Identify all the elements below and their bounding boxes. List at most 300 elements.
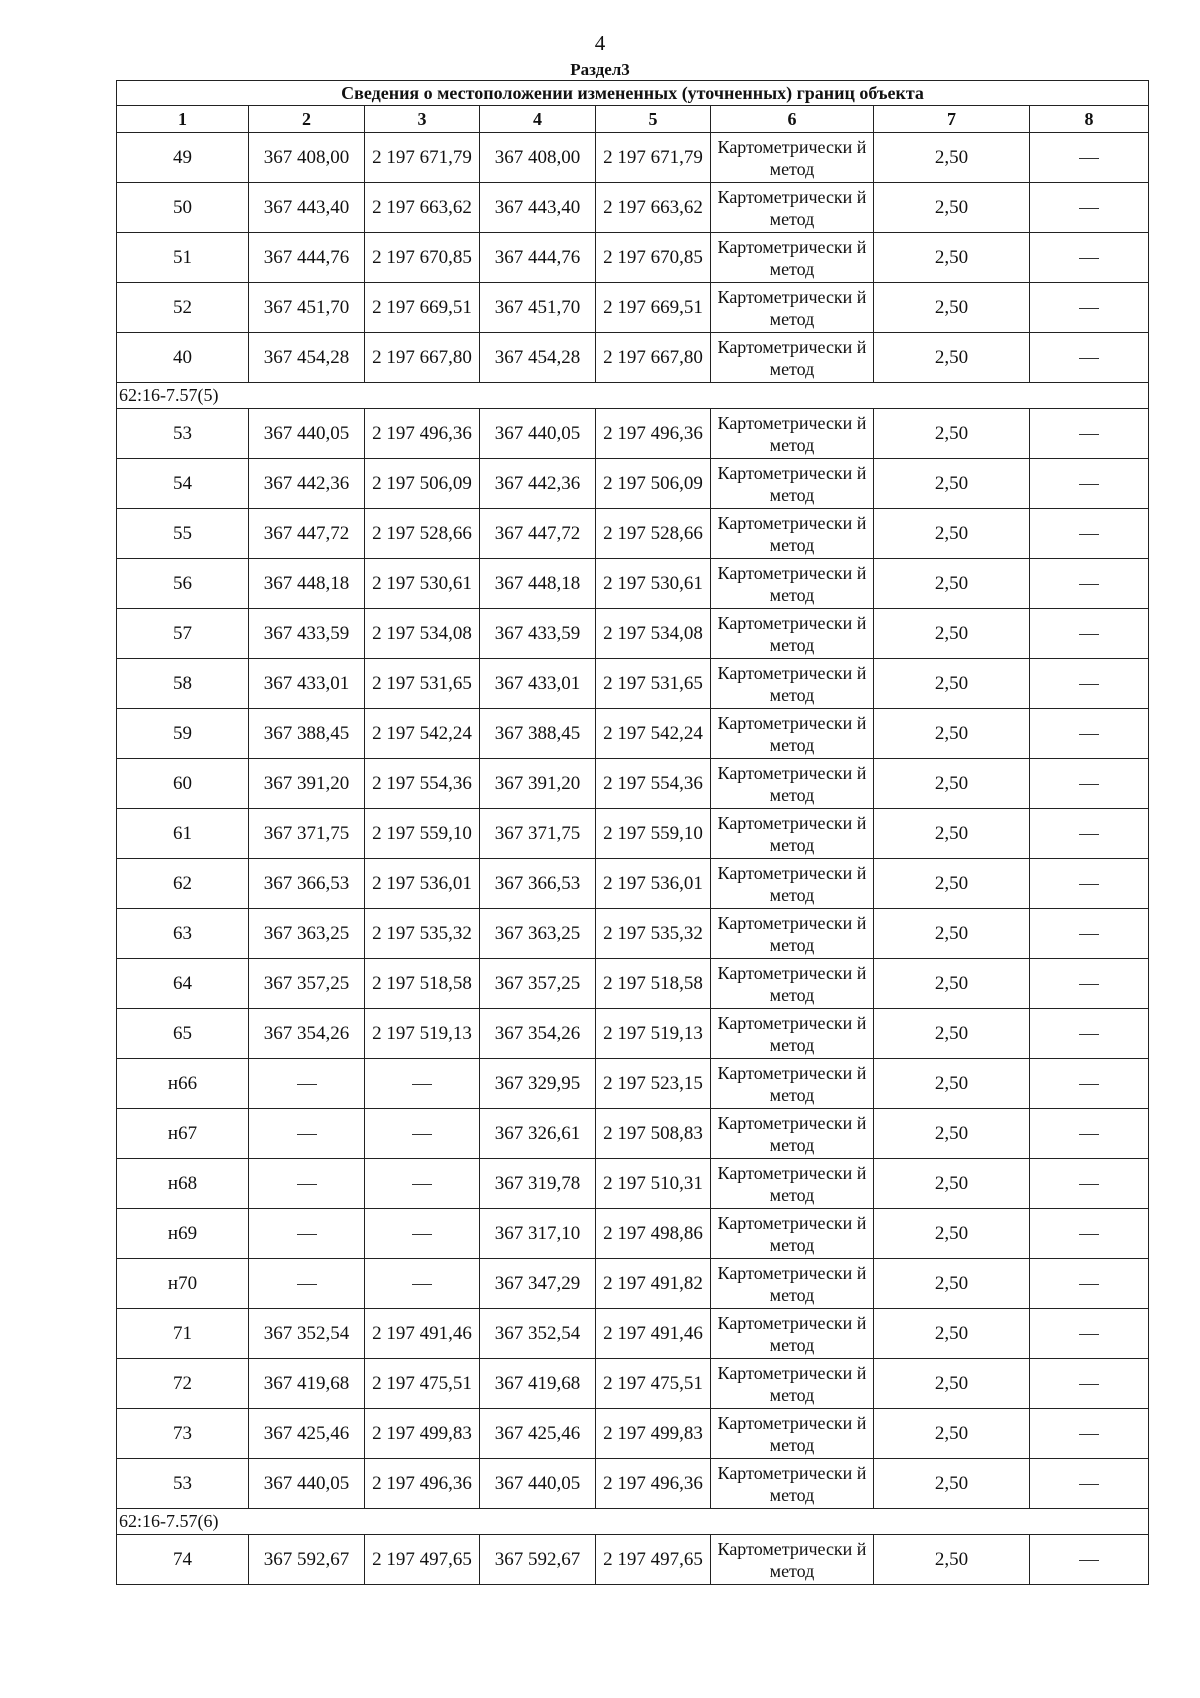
x-refined-cell: 367 366,53 — [480, 859, 596, 909]
dash-mark — [1079, 1134, 1099, 1135]
point-number-cell: 72 — [117, 1359, 249, 1409]
table-row — [117, 1059, 1149, 1109]
point-number-cell: н69 — [117, 1209, 249, 1259]
x-existing-cell — [249, 1109, 365, 1159]
accuracy-cell: 2,50 — [874, 1259, 1030, 1309]
description-cell — [1030, 1209, 1149, 1259]
accuracy-cell: 2,50 — [874, 709, 1030, 759]
point-number-cell: 63 — [117, 909, 249, 959]
y-refined-cell: 2 197 523,15 — [596, 1059, 711, 1109]
method-cell: Картометрически й метод — [711, 233, 874, 283]
point-number-cell: 53 — [117, 409, 249, 459]
accuracy-cell: 2,50 — [874, 133, 1030, 183]
y-refined-cell: 2 197 518,58 — [596, 959, 711, 1009]
y-existing-cell: 2 197 559,10 — [365, 809, 480, 859]
y-existing-cell: 2 197 536,01 — [365, 859, 480, 909]
y-refined-cell: 2 197 475,51 — [596, 1359, 711, 1409]
dash-mark — [297, 1284, 317, 1285]
description-cell — [1030, 1535, 1149, 1585]
table-row — [117, 1009, 1149, 1059]
y-refined-cell: 2 197 496,36 — [596, 1459, 711, 1509]
table-caption-row — [117, 81, 1149, 106]
dash-mark — [1079, 834, 1099, 835]
y-refined-cell: 2 197 542,24 — [596, 709, 711, 759]
method-cell: Картометрически й метод — [711, 809, 874, 859]
group-row — [117, 1509, 1149, 1535]
point-number-cell: 40 — [117, 333, 249, 383]
x-existing-cell: 367 352,54 — [249, 1309, 365, 1359]
x-existing-cell: 367 391,20 — [249, 759, 365, 809]
point-number-cell: 65 — [117, 1009, 249, 1059]
dash-mark — [1079, 484, 1099, 485]
dash-mark — [1079, 984, 1099, 985]
table-row — [117, 559, 1149, 609]
description-cell — [1030, 559, 1149, 609]
dash-mark — [1079, 1184, 1099, 1185]
description-cell — [1030, 1359, 1149, 1409]
column-number: 4 — [480, 106, 596, 133]
y-refined-cell: 2 197 506,09 — [596, 459, 711, 509]
accuracy-cell: 2,50 — [874, 509, 1030, 559]
y-refined-cell: 2 197 510,31 — [596, 1159, 711, 1209]
point-number-cell: 74 — [117, 1535, 249, 1585]
dash-mark — [1079, 158, 1099, 159]
accuracy-cell: 2,50 — [874, 333, 1030, 383]
method-cell: Картометрически й метод — [711, 283, 874, 333]
y-existing-cell: 2 197 663,62 — [365, 183, 480, 233]
point-number-cell: 64 — [117, 959, 249, 1009]
description-cell — [1030, 909, 1149, 959]
y-refined-cell: 2 197 663,62 — [596, 183, 711, 233]
table-row — [117, 183, 1149, 233]
description-cell — [1030, 333, 1149, 383]
y-refined-cell: 2 197 671,79 — [596, 133, 711, 183]
dash-mark — [297, 1234, 317, 1235]
x-existing-cell: 367 443,40 — [249, 183, 365, 233]
x-refined-cell: 367 388,45 — [480, 709, 596, 759]
dash-mark — [1079, 1434, 1099, 1435]
x-existing-cell: 367 366,53 — [249, 859, 365, 909]
x-refined-cell: 367 326,61 — [480, 1109, 596, 1159]
description-cell — [1030, 659, 1149, 709]
x-refined-cell: 367 448,18 — [480, 559, 596, 609]
method-cell: Картометрически й метод — [711, 559, 874, 609]
y-existing-cell: 2 197 475,51 — [365, 1359, 480, 1409]
y-refined-cell: 2 197 530,61 — [596, 559, 711, 609]
dash-mark — [1079, 308, 1099, 309]
x-existing-cell: 367 357,25 — [249, 959, 365, 1009]
table-row — [117, 333, 1149, 383]
dash-mark — [297, 1134, 317, 1135]
x-refined-cell: 367 357,25 — [480, 959, 596, 1009]
y-refined-cell: 2 197 559,10 — [596, 809, 711, 859]
accuracy-cell: 2,50 — [874, 1409, 1030, 1459]
x-refined-cell: 367 408,00 — [480, 133, 596, 183]
x-existing-cell: 367 354,26 — [249, 1009, 365, 1059]
dash-mark — [1079, 884, 1099, 885]
x-existing-cell: 367 592,67 — [249, 1535, 365, 1585]
method-cell: Картометрически й метод — [711, 959, 874, 1009]
dash-mark — [1079, 208, 1099, 209]
description-cell — [1030, 1459, 1149, 1509]
method-cell: Картометрически й метод — [711, 909, 874, 959]
table-row — [117, 909, 1149, 959]
method-cell: Картометрически й метод — [711, 1009, 874, 1059]
table-row — [117, 959, 1149, 1009]
dash-mark — [1079, 1084, 1099, 1085]
method-cell: Картометрически й метод — [711, 1259, 874, 1309]
y-refined-cell: 2 197 667,80 — [596, 333, 711, 383]
description-cell — [1030, 409, 1149, 459]
point-number-cell: 53 — [117, 1459, 249, 1509]
method-cell: Картометрически й метод — [711, 759, 874, 809]
x-refined-cell: 367 319,78 — [480, 1159, 596, 1209]
y-existing-cell — [365, 1159, 480, 1209]
y-refined-cell: 2 197 499,83 — [596, 1409, 711, 1459]
point-number-cell: 73 — [117, 1409, 249, 1459]
x-refined-cell: 367 425,46 — [480, 1409, 596, 1459]
x-refined-cell: 367 454,28 — [480, 333, 596, 383]
dash-mark — [1079, 584, 1099, 585]
page-number: 4 — [594, 31, 606, 55]
dash-mark — [1079, 358, 1099, 359]
y-existing-cell — [365, 1259, 480, 1309]
dash-mark — [412, 1284, 432, 1285]
point-number-cell: 52 — [117, 283, 249, 333]
accuracy-cell: 2,50 — [874, 609, 1030, 659]
y-existing-cell: 2 197 497,65 — [365, 1535, 480, 1585]
method-cell: Картометрически й метод — [711, 133, 874, 183]
description-cell — [1030, 1259, 1149, 1309]
dash-mark — [1079, 1234, 1099, 1235]
column-number: 1 — [117, 106, 249, 133]
y-existing-cell: 2 197 554,36 — [365, 759, 480, 809]
table-row — [117, 459, 1149, 509]
y-existing-cell: 2 197 496,36 — [365, 1459, 480, 1509]
dash-mark — [1079, 784, 1099, 785]
x-existing-cell: 367 419,68 — [249, 1359, 365, 1409]
y-refined-cell: 2 197 508,83 — [596, 1109, 711, 1159]
accuracy-cell: 2,50 — [874, 1159, 1030, 1209]
column-number: 5 — [596, 106, 711, 133]
method-cell: Картометрически й метод — [711, 409, 874, 459]
x-refined-cell: 367 440,05 — [480, 1459, 596, 1509]
table-row — [117, 659, 1149, 709]
y-existing-cell: 2 197 528,66 — [365, 509, 480, 559]
table-row — [117, 1409, 1149, 1459]
y-refined-cell: 2 197 670,85 — [596, 233, 711, 283]
dash-mark — [1079, 684, 1099, 685]
x-existing-cell — [249, 1059, 365, 1109]
description-cell — [1030, 1309, 1149, 1359]
accuracy-cell: 2,50 — [874, 1059, 1030, 1109]
point-number-cell: 50 — [117, 183, 249, 233]
y-existing-cell: 2 197 496,36 — [365, 409, 480, 459]
y-existing-cell: 2 197 669,51 — [365, 283, 480, 333]
y-existing-cell: 2 197 530,61 — [365, 559, 480, 609]
y-existing-cell: 2 197 671,79 — [365, 133, 480, 183]
method-cell: Картометрически й метод — [711, 459, 874, 509]
accuracy-cell: 2,50 — [874, 1359, 1030, 1409]
y-refined-cell: 2 197 528,66 — [596, 509, 711, 559]
point-number-cell: 56 — [117, 559, 249, 609]
point-number-cell: 51 — [117, 233, 249, 283]
dash-mark — [1079, 734, 1099, 735]
accuracy-cell: 2,50 — [874, 909, 1030, 959]
y-existing-cell — [365, 1209, 480, 1259]
x-refined-cell: 367 451,70 — [480, 283, 596, 333]
y-existing-cell: 2 197 518,58 — [365, 959, 480, 1009]
description-cell — [1030, 459, 1149, 509]
y-refined-cell: 2 197 554,36 — [596, 759, 711, 809]
y-existing-cell: 2 197 491,46 — [365, 1309, 480, 1359]
table-row — [117, 233, 1149, 283]
y-existing-cell: 2 197 535,32 — [365, 909, 480, 959]
y-refined-cell: 2 197 498,86 — [596, 1209, 711, 1259]
y-refined-cell: 2 197 496,36 — [596, 409, 711, 459]
column-number: 3 — [365, 106, 480, 133]
x-existing-cell: 367 408,00 — [249, 133, 365, 183]
table-row — [117, 1309, 1149, 1359]
method-cell: Картометрически й метод — [711, 183, 874, 233]
method-cell: Картометрически й метод — [711, 1159, 874, 1209]
x-refined-cell: 367 444,76 — [480, 233, 596, 283]
method-cell: Картометрически й метод — [711, 1109, 874, 1159]
accuracy-cell: 2,50 — [874, 1109, 1030, 1159]
table-row — [117, 1535, 1149, 1585]
x-refined-cell: 367 592,67 — [480, 1535, 596, 1585]
accuracy-cell: 2,50 — [874, 1009, 1030, 1059]
point-number-cell: 59 — [117, 709, 249, 759]
description-cell — [1030, 509, 1149, 559]
y-existing-cell: 2 197 499,83 — [365, 1409, 480, 1459]
x-refined-cell: 367 352,54 — [480, 1309, 596, 1359]
x-existing-cell: 367 444,76 — [249, 233, 365, 283]
y-existing-cell: 2 197 667,80 — [365, 333, 480, 383]
method-cell: Картометрически й метод — [711, 1459, 874, 1509]
y-refined-cell: 2 197 669,51 — [596, 283, 711, 333]
y-refined-cell: 2 197 536,01 — [596, 859, 711, 909]
method-cell: Картометрически й метод — [711, 1409, 874, 1459]
point-number-cell: 54 — [117, 459, 249, 509]
method-cell: Картометрически й метод — [711, 1535, 874, 1585]
accuracy-cell: 2,50 — [874, 559, 1030, 609]
description-cell — [1030, 809, 1149, 859]
method-cell: Картометрически й метод — [711, 333, 874, 383]
point-number-cell: 60 — [117, 759, 249, 809]
x-existing-cell: 367 454,28 — [249, 333, 365, 383]
y-refined-cell: 2 197 491,82 — [596, 1259, 711, 1309]
dash-mark — [1079, 1034, 1099, 1035]
y-refined-cell: 2 197 531,65 — [596, 659, 711, 709]
boundary-coordinates-table — [116, 80, 1149, 1585]
accuracy-cell: 2,50 — [874, 409, 1030, 459]
point-number-cell: н66 — [117, 1059, 249, 1109]
y-refined-cell: 2 197 534,08 — [596, 609, 711, 659]
x-refined-cell: 367 443,40 — [480, 183, 596, 233]
method-cell: Картометрически й метод — [711, 659, 874, 709]
y-existing-cell: 2 197 534,08 — [365, 609, 480, 659]
description-cell — [1030, 183, 1149, 233]
x-existing-cell: 367 442,36 — [249, 459, 365, 509]
dash-mark — [1079, 934, 1099, 935]
x-refined-cell: 367 363,25 — [480, 909, 596, 959]
x-refined-cell: 367 391,20 — [480, 759, 596, 809]
table-row — [117, 409, 1149, 459]
dash-mark — [412, 1184, 432, 1185]
column-number: 8 — [1030, 106, 1149, 133]
method-cell: Картометрически й метод — [711, 859, 874, 909]
description-cell — [1030, 1059, 1149, 1109]
y-existing-cell: 2 197 519,13 — [365, 1009, 480, 1059]
accuracy-cell: 2,50 — [874, 283, 1030, 333]
table-body — [117, 81, 1149, 1585]
table-row — [117, 859, 1149, 909]
y-existing-cell: 2 197 542,24 — [365, 709, 480, 759]
table-row — [117, 1459, 1149, 1509]
method-cell: Картометрически й метод — [711, 509, 874, 559]
table-row — [117, 759, 1149, 809]
description-cell — [1030, 859, 1149, 909]
x-existing-cell: 367 433,59 — [249, 609, 365, 659]
dash-mark — [1079, 1560, 1099, 1561]
x-existing-cell — [249, 1209, 365, 1259]
accuracy-cell: 2,50 — [874, 659, 1030, 709]
x-refined-cell: 367 371,75 — [480, 809, 596, 859]
y-refined-cell: 2 197 519,13 — [596, 1009, 711, 1059]
accuracy-cell: 2,50 — [874, 959, 1030, 1009]
point-number-cell: 71 — [117, 1309, 249, 1359]
accuracy-cell: 2,50 — [874, 859, 1030, 909]
x-existing-cell: 367 447,72 — [249, 509, 365, 559]
x-refined-cell: 367 433,59 — [480, 609, 596, 659]
y-existing-cell: 2 197 670,85 — [365, 233, 480, 283]
accuracy-cell: 2,50 — [874, 459, 1030, 509]
point-number-cell: н68 — [117, 1159, 249, 1209]
x-existing-cell: 367 388,45 — [249, 709, 365, 759]
x-existing-cell: 367 440,05 — [249, 409, 365, 459]
table-row — [117, 1259, 1149, 1309]
description-cell — [1030, 709, 1149, 759]
dash-mark — [1079, 258, 1099, 259]
x-refined-cell: 367 419,68 — [480, 1359, 596, 1409]
table-row — [117, 1359, 1149, 1409]
table-row — [117, 709, 1149, 759]
table-row — [117, 133, 1149, 183]
x-existing-cell — [249, 1259, 365, 1309]
group-label: 62:16-7.57(6) — [117, 1509, 1149, 1535]
description-cell — [1030, 609, 1149, 659]
y-refined-cell: 2 197 497,65 — [596, 1535, 711, 1585]
x-existing-cell — [249, 1159, 365, 1209]
section-title: Раздел3 — [570, 60, 630, 79]
group-row — [117, 383, 1149, 409]
dash-mark — [1079, 534, 1099, 535]
point-number-cell: 55 — [117, 509, 249, 559]
dash-mark — [297, 1084, 317, 1085]
accuracy-cell: 2,50 — [874, 809, 1030, 859]
accuracy-cell: 2,50 — [874, 1309, 1030, 1359]
y-existing-cell — [365, 1109, 480, 1159]
point-number-cell: 49 — [117, 133, 249, 183]
method-cell: Картометрически й метод — [711, 609, 874, 659]
table-row — [117, 1159, 1149, 1209]
point-number-cell: 58 — [117, 659, 249, 709]
dash-mark — [1079, 1334, 1099, 1335]
x-refined-cell: 367 442,36 — [480, 459, 596, 509]
accuracy-cell: 2,50 — [874, 1209, 1030, 1259]
column-number: 7 — [874, 106, 1030, 133]
table-row — [117, 283, 1149, 333]
dash-mark — [412, 1134, 432, 1135]
accuracy-cell: 2,50 — [874, 183, 1030, 233]
point-number-cell: 61 — [117, 809, 249, 859]
dash-mark — [1079, 1284, 1099, 1285]
x-refined-cell: 367 317,10 — [480, 1209, 596, 1259]
y-refined-cell: 2 197 491,46 — [596, 1309, 711, 1359]
dash-mark — [412, 1234, 432, 1235]
y-existing-cell: 2 197 531,65 — [365, 659, 480, 709]
y-refined-cell: 2 197 535,32 — [596, 909, 711, 959]
description-cell — [1030, 233, 1149, 283]
dash-mark — [1079, 434, 1099, 435]
point-number-cell: 57 — [117, 609, 249, 659]
description-cell — [1030, 1159, 1149, 1209]
table-row — [117, 1109, 1149, 1159]
x-existing-cell: 367 440,05 — [249, 1459, 365, 1509]
x-existing-cell: 367 371,75 — [249, 809, 365, 859]
method-cell: Картометрически й метод — [711, 1359, 874, 1409]
point-number-cell: н67 — [117, 1109, 249, 1159]
x-existing-cell: 367 433,01 — [249, 659, 365, 709]
x-refined-cell: 367 329,95 — [480, 1059, 596, 1109]
dash-mark — [1079, 1384, 1099, 1385]
x-refined-cell: 367 354,26 — [480, 1009, 596, 1059]
x-existing-cell: 367 425,46 — [249, 1409, 365, 1459]
table-row — [117, 609, 1149, 659]
column-number: 2 — [249, 106, 365, 133]
method-cell: Картометрически й метод — [711, 1309, 874, 1359]
group-label: 62:16-7.57(5) — [117, 383, 1149, 409]
dash-mark — [1079, 1484, 1099, 1485]
dash-mark — [1079, 634, 1099, 635]
x-refined-cell: 367 440,05 — [480, 409, 596, 459]
y-existing-cell — [365, 1059, 480, 1109]
dash-mark — [297, 1184, 317, 1185]
point-number-cell: н70 — [117, 1259, 249, 1309]
table-row — [117, 1209, 1149, 1259]
description-cell — [1030, 1009, 1149, 1059]
description-cell — [1030, 959, 1149, 1009]
accuracy-cell: 2,50 — [874, 759, 1030, 809]
description-cell — [1030, 1109, 1149, 1159]
description-cell — [1030, 133, 1149, 183]
accuracy-cell: 2,50 — [874, 233, 1030, 283]
table-row — [117, 509, 1149, 559]
method-cell: Картометрически й метод — [711, 1209, 874, 1259]
table-caption: Сведения о местоположении измененных (уточненных) границ объекта — [117, 81, 1149, 106]
x-existing-cell: 367 451,70 — [249, 283, 365, 333]
y-existing-cell: 2 197 506,09 — [365, 459, 480, 509]
method-cell: Картометрически й метод — [711, 709, 874, 759]
method-cell: Картометрически й метод — [711, 1059, 874, 1109]
x-refined-cell: 367 433,01 — [480, 659, 596, 709]
table-row — [117, 809, 1149, 859]
x-refined-cell: 367 447,72 — [480, 509, 596, 559]
column-number-row — [117, 106, 1149, 133]
x-refined-cell: 367 347,29 — [480, 1259, 596, 1309]
accuracy-cell: 2,50 — [874, 1535, 1030, 1585]
